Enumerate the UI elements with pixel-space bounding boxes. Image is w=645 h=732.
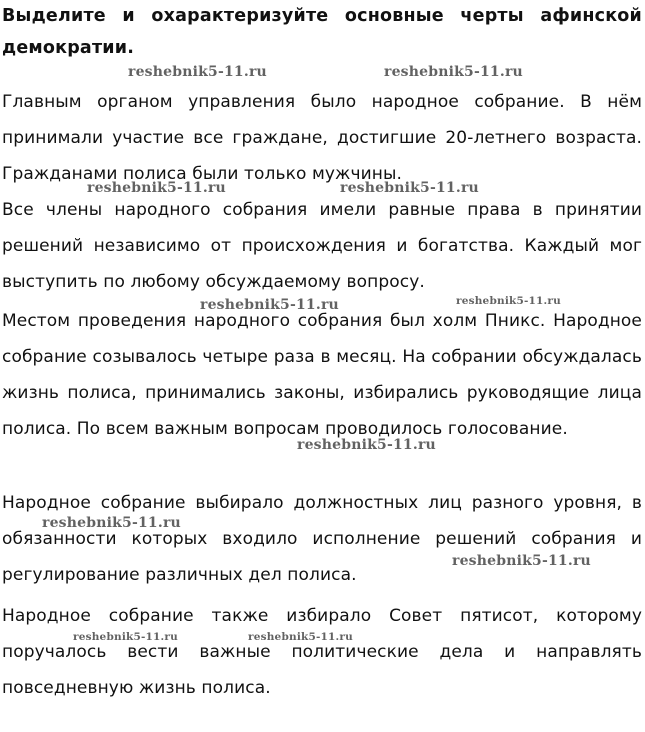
watermark: reshebnik5-11.ru bbox=[456, 295, 561, 307]
watermark: reshebnik5-11.ru bbox=[248, 631, 353, 643]
paragraph-3: Местом проведения народного собрания был холм Пникс. Народное собрание созывалось четыре раза в месяц. На собрании обсуждалась жизнь полиса, принимались законы, избирались руководящие лица полиса. По всем важным вопросам проводилось голосование. bbox=[2, 311, 642, 439]
watermark: reshebnik5-11.ru bbox=[73, 631, 178, 643]
watermark: reshebnik5-11.ru bbox=[87, 180, 226, 196]
watermark: reshebnik5-11.ru bbox=[297, 437, 436, 453]
watermark: reshebnik5-11.ru bbox=[452, 553, 591, 569]
paragraph-1: Главным органом управления было народное собрание. В нём принимали участие все граждане, достигшие 20-летнего возраста. Гражданами полиса были только мужчины. bbox=[2, 92, 642, 184]
paragraph-5: Народное собрание также избирало Совет пятисот, которому поручалось вести важные политические дела и направлять повседневную жизнь полиса. bbox=[2, 606, 642, 698]
question-title: Выделите и охарактеризуйте основные черты афинской демократии. bbox=[2, 6, 642, 58]
watermark: reshebnik5-11.ru bbox=[200, 297, 339, 313]
watermark: reshebnik5-11.ru bbox=[384, 64, 523, 80]
watermark: reshebnik5-11.ru bbox=[42, 515, 181, 531]
paragraph-4: Народное собрание выбирало должностных лиц разного уровня, в обязанности которых входило исполнение решений собрания и регулирование различных дел полиса. bbox=[2, 493, 642, 585]
paragraph-2: Все члены народного собрания имели равные права в принятии решений независимо от происхождения и богатства. Каждый мог выступить по любому обсуждаемому вопросу. bbox=[2, 200, 642, 292]
watermark: reshebnik5-11.ru bbox=[340, 180, 479, 196]
watermark: reshebnik5-11.ru bbox=[128, 64, 267, 80]
